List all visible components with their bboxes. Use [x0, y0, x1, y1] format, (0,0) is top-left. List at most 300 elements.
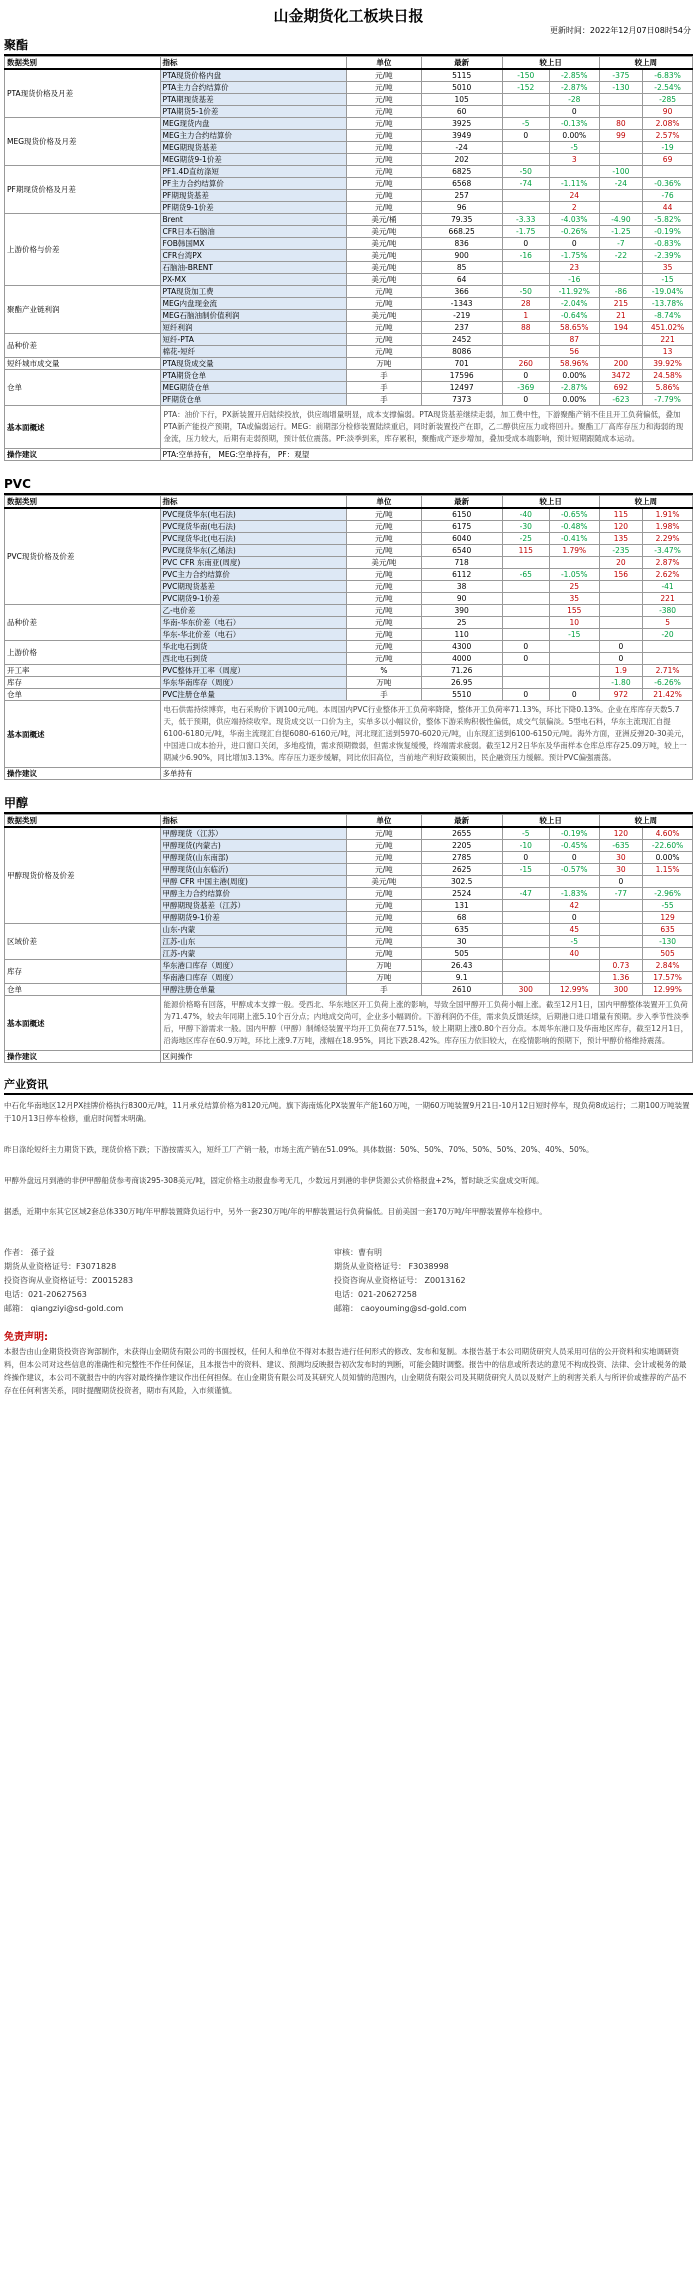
author-info [4, 1246, 334, 1316]
week-change-pct-cell: 39.92% [643, 358, 693, 370]
week-change-pct-cell: 221 [643, 593, 693, 605]
week-change-cell: -22 [599, 250, 643, 262]
indicator-cell: 山东-内蒙 [160, 924, 347, 936]
day-change-cell: -30 [502, 521, 549, 533]
column-header: 数据类别 [5, 57, 161, 70]
day-change-pct-cell: 155 [549, 605, 599, 617]
day-change-pct-cell: 42 [549, 900, 599, 912]
data-table [4, 56, 693, 461]
day-change-cell: -152 [502, 82, 549, 94]
day-change-pct-cell [549, 876, 599, 888]
latest-value-cell: -24 [421, 142, 502, 154]
latest-value-cell: 60 [421, 106, 502, 118]
unit-cell: 元/吨 [347, 827, 422, 840]
latest-value-cell: 17596 [421, 370, 502, 382]
week-change-cell: -1.80 [599, 677, 643, 689]
indicator-cell: MEG期现货基差 [160, 142, 347, 154]
latest-value-cell: 2205 [421, 840, 502, 852]
day-change-pct-cell: 0 [549, 912, 599, 924]
indicator-cell: PF主力合约结算价 [160, 178, 347, 190]
indicator-cell: PTA期货5-1价差 [160, 106, 347, 118]
week-change-cell: -375 [599, 69, 643, 82]
week-change-pct-cell: -13.78% [643, 298, 693, 310]
week-change-pct-cell [643, 641, 693, 653]
week-change-pct-cell: 69 [643, 154, 693, 166]
operation-text: 多单持有 [160, 768, 693, 780]
news-item: 昨日涤纶短纤主力期货下跌，现货价格下跌；下游按需买入，短纤工厂产销一般，市场主流产销在51.09%。具体数据：50%、50%、70%、50%、50%、20%、40%、50%。 [4, 1145, 594, 1154]
day-change-cell [502, 581, 549, 593]
week-change-cell [599, 202, 643, 214]
table-row [5, 358, 693, 370]
latest-value-cell: 6568 [421, 178, 502, 190]
indicator-cell: MEG期货仓单 [160, 382, 347, 394]
day-change-pct-cell: 2 [549, 202, 599, 214]
day-change-cell [502, 617, 549, 629]
unit-cell: 元/吨 [347, 202, 422, 214]
indicator-cell: 甲醇期现货基差（江苏） [160, 900, 347, 912]
day-change-pct-cell: -2.87% [549, 82, 599, 94]
day-change-cell [502, 106, 549, 118]
summary-label: 基本面概述 [5, 406, 161, 449]
week-change-cell [599, 154, 643, 166]
table-row [5, 69, 693, 82]
indicator-cell: 甲醇主力合约结算价 [160, 888, 347, 900]
latest-value-cell: 2655 [421, 827, 502, 840]
indicator-cell: 江苏-山东 [160, 936, 347, 948]
week-change-pct-cell: -285 [643, 94, 693, 106]
day-change-pct-cell: -0.64% [549, 310, 599, 322]
operation-label: 操作建议 [5, 1051, 161, 1063]
day-change-cell: -25 [502, 533, 549, 545]
day-change-pct-cell: -2.87% [549, 382, 599, 394]
news-list [4, 1099, 693, 1232]
indicator-cell: 甲醇现货（江苏） [160, 827, 347, 840]
week-change-cell: 972 [599, 689, 643, 701]
table-row [5, 214, 693, 226]
unit-cell: 美元/吨 [347, 557, 422, 569]
day-change-cell: -3.33 [502, 214, 549, 226]
unit-cell: 元/吨 [347, 888, 422, 900]
news-title: 产业资讯 [4, 1077, 693, 1095]
column-header: 较上日 [502, 496, 599, 509]
week-change-cell: 0.73 [599, 960, 643, 972]
unit-cell: 元/吨 [347, 605, 422, 617]
section-title: PVC [4, 475, 693, 495]
day-change-pct-cell: 35 [549, 593, 599, 605]
category-cell: 短纤城市成交量 [5, 358, 161, 370]
unit-cell: 元/吨 [347, 508, 422, 521]
day-change-pct-cell: 87 [549, 334, 599, 346]
section-gap [4, 1063, 693, 1077]
news-spacer [4, 1222, 693, 1232]
week-change-cell [599, 936, 643, 948]
week-change-cell [599, 94, 643, 106]
unit-cell: 元/吨 [347, 521, 422, 533]
unit-cell: 美元/吨 [347, 226, 422, 238]
week-change-cell [599, 190, 643, 202]
indicator-cell: MEG期货9-1价差 [160, 154, 347, 166]
week-change-cell [599, 924, 643, 936]
week-change-cell: -130 [599, 82, 643, 94]
category-cell: 库存 [5, 960, 161, 984]
indicator-cell: PTA现货价格内盘 [160, 69, 347, 82]
reviewer-line: 期货从业资格证号： F3038998 [334, 1262, 449, 1271]
unit-cell: 元/吨 [347, 154, 422, 166]
week-change-cell [599, 912, 643, 924]
week-change-pct-cell: -6.26% [643, 677, 693, 689]
week-change-pct-cell: 12.99% [643, 984, 693, 996]
day-change-cell: 88 [502, 322, 549, 334]
latest-value-cell: 836 [421, 238, 502, 250]
week-change-cell: -86 [599, 286, 643, 298]
latest-value-cell: 6825 [421, 166, 502, 178]
sections-container [4, 36, 693, 1077]
day-change-cell: 1 [502, 310, 549, 322]
section-gap [4, 461, 693, 475]
author-line: 电话：021-20627563 [4, 1290, 87, 1299]
day-change-cell [502, 202, 549, 214]
unit-cell: 元/吨 [347, 166, 422, 178]
day-change-pct-cell: -15 [549, 629, 599, 641]
week-change-pct-cell: 129 [643, 912, 693, 924]
unit-cell: 元/吨 [347, 545, 422, 557]
unit-cell: 美元/吨 [347, 876, 422, 888]
news-item: 甲醇外盘远月到港的非伊甲醇船货参考商谈295-308美元/吨，固定价格主动报盘参考无几，少数远月到港的非伊货源公式价格报盘+2%，暂时缺乏实盘成交听闻。 [4, 1176, 544, 1185]
indicator-cell: 华东华南库存（周度） [160, 677, 347, 689]
indicator-cell: 华南港口库存（周度） [160, 972, 347, 984]
latest-value-cell: 2452 [421, 334, 502, 346]
day-change-cell: 0 [502, 852, 549, 864]
category-cell: 区域价差 [5, 924, 161, 960]
day-change-cell: -47 [502, 888, 549, 900]
indicator-cell: PVC整体开工率（周度） [160, 665, 347, 677]
day-change-cell [502, 948, 549, 960]
week-change-pct-cell: -19.04% [643, 286, 693, 298]
day-change-pct-cell: -0.65% [549, 508, 599, 521]
latest-value-cell: 26.95 [421, 677, 502, 689]
day-change-cell [502, 900, 549, 912]
news-spacer [4, 1160, 693, 1170]
indicator-cell: 华东-华北价差（电石） [160, 629, 347, 641]
unit-cell: 元/吨 [347, 629, 422, 641]
operation-row [5, 1051, 693, 1063]
column-header: 较上周 [599, 57, 692, 70]
latest-value-cell: 26.43 [421, 960, 502, 972]
week-change-cell [599, 593, 643, 605]
category-cell: 品种价差 [5, 605, 161, 641]
unit-cell: 元/吨 [347, 900, 422, 912]
week-change-pct-cell: 2.84% [643, 960, 693, 972]
operation-text: PTA:空单持有， MEG:空单持有， PF：观望 [160, 449, 693, 461]
day-change-pct-cell: -16 [549, 274, 599, 286]
week-change-pct-cell: -2.39% [643, 250, 693, 262]
week-change-pct-cell: -6.83% [643, 69, 693, 82]
unit-cell: 元/吨 [347, 286, 422, 298]
day-change-pct-cell [549, 166, 599, 178]
table-row [5, 641, 693, 653]
week-change-cell [599, 334, 643, 346]
week-change-pct-cell: -8.74% [643, 310, 693, 322]
day-change-cell: 260 [502, 358, 549, 370]
column-header: 最新 [421, 57, 502, 70]
day-change-pct-cell: -0.45% [549, 840, 599, 852]
week-change-pct-cell: -7.79% [643, 394, 693, 406]
week-change-pct-cell: -0.19% [643, 226, 693, 238]
unit-cell: 元/吨 [347, 346, 422, 358]
author-line: 投资咨询从业资格证号：Z0015283 [4, 1276, 134, 1285]
indicator-cell: 短纤利润 [160, 322, 347, 334]
day-change-cell [502, 665, 549, 677]
unit-cell: 手 [347, 370, 422, 382]
week-change-pct-cell: -130 [643, 936, 693, 948]
unit-cell: 元/吨 [347, 852, 422, 864]
unit-cell: 元/吨 [347, 178, 422, 190]
operation-row [5, 768, 693, 780]
table-row [5, 334, 693, 346]
latest-value-cell: 2524 [421, 888, 502, 900]
day-change-pct-cell: 0 [549, 106, 599, 118]
summary-text: 电石供需持续博弈，电石采购价下调100元/吨。本周国内PVC行业整体开工负荷率降降，整体开工负荷率71.13%，环比下降0.13%。企业在库库存天数5.7天，低于预期，供应端持续收窄。现货成交以一口价为主，实单多以小幅议价，整体下游采购积极性偏低，成交气氛偏淡。5型电石料，华东主流现汇自提6100-6180元/吨，华南主流现汇自提6080-6160元/吨，河北现汇送到5970-6020元/吨，山东现汇送到6100-6150元/吨。海外方面，亚洲反弹20-30美元，中国进口成本抬升，进口窗口关闭，多地疫情，需求预期微弱，但需求恢复缓慢，终端需求疲弱。截至12月2日华东及华南样本仓库总库存25.09万吨，较上一期减少6.90%，同比增加3.13%。库存压力逐步缓解，同比依旧高位，当前地产利好政策频出，民企融资压力缓解。预计PVC偏强震荡。 [160, 701, 693, 768]
unit-cell: 元/吨 [347, 322, 422, 334]
summary-label: 基本面概述 [5, 996, 161, 1051]
day-change-cell [502, 924, 549, 936]
day-change-pct-cell: -4.03% [549, 214, 599, 226]
day-change-cell [502, 190, 549, 202]
week-change-pct-cell: 1.91% [643, 508, 693, 521]
category-cell: MEG现货价格及月差 [5, 118, 161, 166]
unit-cell: % [347, 665, 422, 677]
day-change-pct-cell: 0 [549, 689, 599, 701]
latest-value-cell: -1343 [421, 298, 502, 310]
report-title: 山金期货化工板块日报 [273, 7, 424, 25]
table-row [5, 508, 693, 521]
unit-cell: 元/吨 [347, 533, 422, 545]
week-change-cell: 20 [599, 557, 643, 569]
day-change-pct-cell: -1.05% [549, 569, 599, 581]
day-change-cell [502, 677, 549, 689]
unit-cell: 万吨 [347, 677, 422, 689]
day-change-cell: 0 [502, 653, 549, 665]
latest-value-cell: 25 [421, 617, 502, 629]
week-change-pct-cell: 35 [643, 262, 693, 274]
day-change-cell: -1.75 [502, 226, 549, 238]
day-change-pct-cell: -5 [549, 936, 599, 948]
week-change-cell [599, 629, 643, 641]
day-change-cell: -74 [502, 178, 549, 190]
author-line: 期货从业资格证号：F3071828 [4, 1262, 117, 1271]
day-change-pct-cell [549, 653, 599, 665]
day-change-pct-cell: 0.00% [549, 394, 599, 406]
day-change-cell [502, 972, 549, 984]
indicator-cell: 石脑油-BRENT [160, 262, 347, 274]
indicator-cell: PTA期现货基差 [160, 94, 347, 106]
day-change-pct-cell: -1.75% [549, 250, 599, 262]
latest-value-cell: 366 [421, 286, 502, 298]
unit-cell: 美元/吨 [347, 238, 422, 250]
table-row [5, 827, 693, 840]
indicator-cell: PVC期货9-1价差 [160, 593, 347, 605]
latest-value-cell: 2610 [421, 984, 502, 996]
latest-value-cell: 7373 [421, 394, 502, 406]
day-change-cell: -50 [502, 166, 549, 178]
author-line: 邮箱： qiangziyi@sd-gold.com [4, 1304, 124, 1313]
day-change-cell [502, 936, 549, 948]
operation-label: 操作建议 [5, 449, 161, 461]
category-cell: 上游价格与价差 [5, 214, 161, 286]
table-row [5, 924, 693, 936]
day-change-pct-cell: 58.96% [549, 358, 599, 370]
reviewer-line: 投资咨询从业资格证号： Z0013162 [334, 1276, 466, 1285]
unit-cell: 元/吨 [347, 864, 422, 876]
day-change-pct-cell: 10 [549, 617, 599, 629]
indicator-cell: 甲醇现货(内蒙古) [160, 840, 347, 852]
latest-value-cell: 2785 [421, 852, 502, 864]
latest-value-cell: 8086 [421, 346, 502, 358]
latest-value-cell: 5115 [421, 69, 502, 82]
latest-value-cell: 2625 [421, 864, 502, 876]
category-cell: 仓单 [5, 689, 161, 701]
week-change-cell: 0 [599, 653, 643, 665]
latest-value-cell: 202 [421, 154, 502, 166]
day-change-pct-cell: -0.41% [549, 533, 599, 545]
day-change-cell: -40 [502, 508, 549, 521]
week-change-pct-cell: 2.57% [643, 130, 693, 142]
week-change-cell: -235 [599, 545, 643, 557]
unit-cell: 元/吨 [347, 82, 422, 94]
author-line: 作者： 孫子益 [4, 1248, 55, 1257]
day-change-cell: 300 [502, 984, 549, 996]
week-change-pct-cell [643, 653, 693, 665]
week-change-pct-cell: 13 [643, 346, 693, 358]
table-row [5, 605, 693, 617]
news-spacer [4, 1191, 693, 1201]
column-header: 较上周 [599, 496, 692, 509]
day-change-cell [502, 274, 549, 286]
latest-value-cell: 12497 [421, 382, 502, 394]
week-change-cell: 1.9 [599, 665, 643, 677]
week-change-pct-cell: 2.29% [643, 533, 693, 545]
week-change-cell: -24 [599, 178, 643, 190]
week-change-cell: 215 [599, 298, 643, 310]
unit-cell: 元/吨 [347, 130, 422, 142]
indicator-cell: PVC现货华东(电石法) [160, 508, 347, 521]
latest-value-cell: 6112 [421, 569, 502, 581]
week-change-cell: 21 [599, 310, 643, 322]
indicator-cell: PVC主力合约结算价 [160, 569, 347, 581]
unit-cell: 元/吨 [347, 948, 422, 960]
latest-value-cell: 4300 [421, 641, 502, 653]
day-change-cell [502, 142, 549, 154]
indicator-cell: MEG主力合约结算价 [160, 130, 347, 142]
week-change-cell: -77 [599, 888, 643, 900]
unit-cell: 元/吨 [347, 924, 422, 936]
latest-value-cell: 718 [421, 557, 502, 569]
latest-value-cell: 635 [421, 924, 502, 936]
category-cell: 开工率 [5, 665, 161, 677]
week-change-pct-cell: -0.83% [643, 238, 693, 250]
week-change-cell: 30 [599, 864, 643, 876]
week-change-cell: -635 [599, 840, 643, 852]
indicator-cell: PTA现货加工费 [160, 286, 347, 298]
week-change-pct-cell: -2.96% [643, 888, 693, 900]
week-change-cell: 135 [599, 533, 643, 545]
day-change-cell: -10 [502, 840, 549, 852]
operation-label: 操作建议 [5, 768, 161, 780]
latest-value-cell: 64 [421, 274, 502, 286]
day-change-cell: -50 [502, 286, 549, 298]
day-change-pct-cell: -1.83% [549, 888, 599, 900]
week-change-cell [599, 605, 643, 617]
week-change-cell: -1.25 [599, 226, 643, 238]
indicator-cell: PVC现货华东(乙烯法) [160, 545, 347, 557]
operation-text: 区间操作 [160, 1051, 693, 1063]
unit-cell: 元/吨 [347, 593, 422, 605]
day-change-pct-cell [549, 960, 599, 972]
day-change-cell: 28 [502, 298, 549, 310]
data-table [4, 814, 693, 1063]
table-row [5, 286, 693, 298]
latest-value-cell: 668.25 [421, 226, 502, 238]
unit-cell: 美元/吨 [347, 262, 422, 274]
indicator-cell: CFR台湾PX [160, 250, 347, 262]
summary-text: 能源价格略有回落，甲醇成本支撑一般。受西北、华东地区开工负荷上涨的影响，导致全国甲醇开工负荷小幅上涨。截至12月1日，国内甲醇整体装置开工负荷为71.47%，较去年同期上涨5.10个百分点；内地成交尚可，企业多小幅调价。下游利润仍不佳，需求负反馈延续，后期港口进口增量有预期。步入季节性淡季后，甲醇下游需求一般。国内甲醇（甲醇）制烯烃装置平均开工负荷在77.51%，较上期期上涨0.80个百分点。本周华东港口及华南地区库存，截至12月1日，沿海地区库存在60.9万吨，环比上涨9.7万吨，涨幅在18.95%，同比下跌28.42%。库存压力依旧较大，在疫情影响的预期下，预计甲醇价格维持震荡。 [160, 996, 693, 1051]
indicator-cell: 华南-华东价差（电石） [160, 617, 347, 629]
day-change-cell: -369 [502, 382, 549, 394]
unit-cell: 万吨 [347, 972, 422, 984]
day-change-pct-cell [549, 677, 599, 689]
week-change-cell [599, 106, 643, 118]
indicator-cell: PF期货9-1价差 [160, 202, 347, 214]
latest-value-cell: 131 [421, 900, 502, 912]
day-change-pct-cell: 23 [549, 262, 599, 274]
latest-value-cell: 6175 [421, 521, 502, 533]
week-change-cell: 194 [599, 322, 643, 334]
indicator-cell: MEG现货内盘 [160, 118, 347, 130]
latest-value-cell: 237 [421, 322, 502, 334]
indicator-cell: PVC CFR 东南亚(周度) [160, 557, 347, 569]
latest-value-cell: 30 [421, 936, 502, 948]
column-header: 单位 [347, 57, 422, 70]
week-change-cell [599, 900, 643, 912]
authors-block [4, 1246, 693, 1316]
indicator-cell: PF期现货基差 [160, 190, 347, 202]
day-change-pct-cell: 3 [549, 154, 599, 166]
indicator-cell: MEG石脑油制价值利润 [160, 310, 347, 322]
day-change-pct-cell: -2.04% [549, 298, 599, 310]
indicator-cell: PVC期现货基差 [160, 581, 347, 593]
unit-cell: 美元/吨 [347, 250, 422, 262]
day-change-pct-cell: -5 [549, 142, 599, 154]
week-change-pct-cell: 221 [643, 334, 693, 346]
news-item: 中石化华南地区12月PX挂牌价格执行8300元/吨，11月承兑结算价格为8120元/吨。旗下海南炼化PX装置年产能160万吨，一期60万吨装置9月21日-10月12日短时停车，现负荷8成运行；二期100万吨装置于10月13日停车检修，重启时间暂未明确。 [4, 1101, 690, 1123]
day-change-pct-cell: 56 [549, 346, 599, 358]
indicator-cell: PVC现货华北(电石法) [160, 533, 347, 545]
week-change-pct-cell: 1.15% [643, 864, 693, 876]
day-change-cell: 0 [502, 641, 549, 653]
week-change-cell [599, 617, 643, 629]
unit-cell: 元/吨 [347, 912, 422, 924]
latest-value-cell: 38 [421, 581, 502, 593]
indicator-cell: 棉花-短纤 [160, 346, 347, 358]
indicator-cell: PVC现货华南(电石法) [160, 521, 347, 533]
day-change-pct-cell: 25 [549, 581, 599, 593]
week-change-cell: 156 [599, 569, 643, 581]
unit-cell: 元/吨 [347, 840, 422, 852]
day-change-pct-cell: 12.99% [549, 984, 599, 996]
latest-value-cell: 9.1 [421, 972, 502, 984]
latest-value-cell: 3925 [421, 118, 502, 130]
category-cell: 聚酯产业链利润 [5, 286, 161, 334]
